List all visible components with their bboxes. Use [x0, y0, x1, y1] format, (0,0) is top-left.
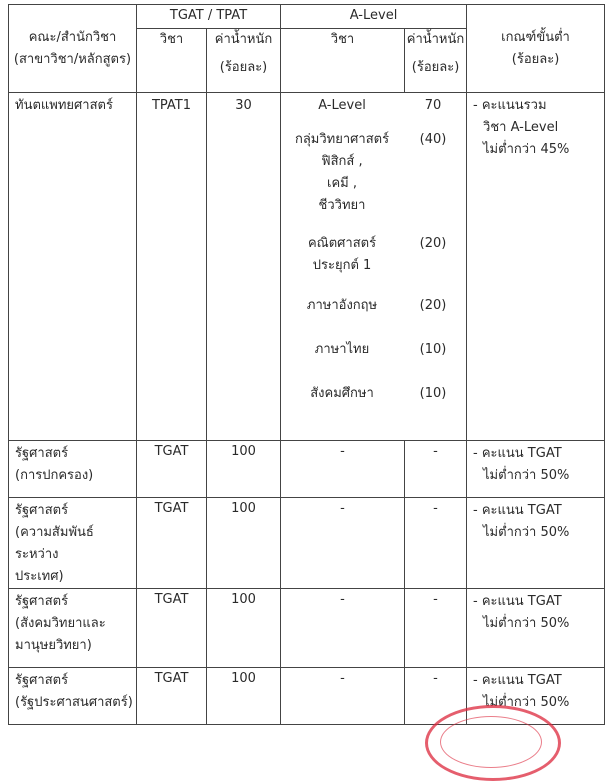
tgat-cell: TGAT	[137, 668, 207, 725]
alevel-subject-cell: -	[281, 589, 405, 668]
weight-cell: 100	[207, 589, 281, 668]
alevel-subject-header: วิชา	[281, 29, 405, 93]
tgat-weight-header: ค่าน้ำหนัก (ร้อยละ)	[207, 29, 281, 93]
alevel-header: A-Level	[281, 5, 467, 29]
criteria-header: เกณฑ์ขั้นต่ำ (ร้อยละ)	[467, 5, 605, 93]
tgat-subject-header: วิชา	[137, 29, 207, 93]
alevel-weight-header: ค่าน้ำหนัก (ร้อยละ)	[405, 29, 467, 93]
faculty-cell: รัฐศาสตร์ (การปกครอง)	[9, 441, 137, 498]
alevel-weight-cell: -	[405, 668, 467, 725]
alevel-subject-cell: -	[281, 441, 405, 498]
alevel-cell: A-Level 70 กลุ่มวิทยาศาสตร์ ฟิสิกส์ , เคมี , ชีววิทยา (40) คณิตศาสตร์ ประยุกต์ 1 (20) ภาษาอังกฤษ (20) ภาษาไทย (10) สังคมศึกษา (10)	[281, 93, 467, 441]
alevel-weight-cell: -	[405, 589, 467, 668]
weight-cell: 100	[207, 498, 281, 589]
table-row	[9, 441, 605, 498]
faculty-cell: รัฐศาสตร์ (รัฐประศาสนศาสตร์)	[9, 668, 137, 725]
weight-cell: 30	[207, 93, 281, 441]
criteria-cell: - คะแนน TGAT ไม่ต่ำกว่า 50%	[467, 441, 605, 498]
tgat-cell: TPAT1	[137, 93, 207, 441]
table-row	[9, 589, 605, 668]
weight-cell: 100	[207, 668, 281, 725]
admission-criteria-table	[8, 4, 605, 725]
tgat-cell: TGAT	[137, 498, 207, 589]
alevel-subject-cell: -	[281, 498, 405, 589]
criteria-cell: - คะแนน TGAT ไม่ต่ำกว่า 50%	[467, 668, 605, 725]
faculty-cell: ทันตแพทยศาสตร์	[9, 93, 137, 441]
criteria-cell: - คะแนน TGAT ไม่ต่ำกว่า 50%	[467, 498, 605, 589]
alevel-weight-cell: -	[405, 498, 467, 589]
tgat-tpat-header: TGAT / TPAT	[137, 5, 281, 29]
table-row	[9, 498, 605, 589]
red-seal-stamp-inner	[440, 716, 542, 768]
faculty-header: คณะ/สำนักวิชา (สาขาวิชา/หลักสูตร)	[9, 5, 137, 93]
table-row	[9, 93, 605, 441]
faculty-cell: รัฐศาสตร์ (ความสัมพันธ์ระหว่าง ประเทศ)	[9, 498, 137, 589]
alevel-weight-cell: -	[405, 441, 467, 498]
weight-cell: 100	[207, 441, 281, 498]
alevel-subject-cell: -	[281, 668, 405, 725]
faculty-cell: รัฐศาสตร์ (สังคมวิทยาและ มานุษยวิทยา)	[9, 589, 137, 668]
criteria-cell: - คะแนน TGAT ไม่ต่ำกว่า 50%	[467, 589, 605, 668]
tgat-cell: TGAT	[137, 441, 207, 498]
criteria-cell: - คะแนนรวม วิชา A-Level ไม่ต่ำกว่า 45%	[467, 93, 605, 441]
tgat-cell: TGAT	[137, 589, 207, 668]
